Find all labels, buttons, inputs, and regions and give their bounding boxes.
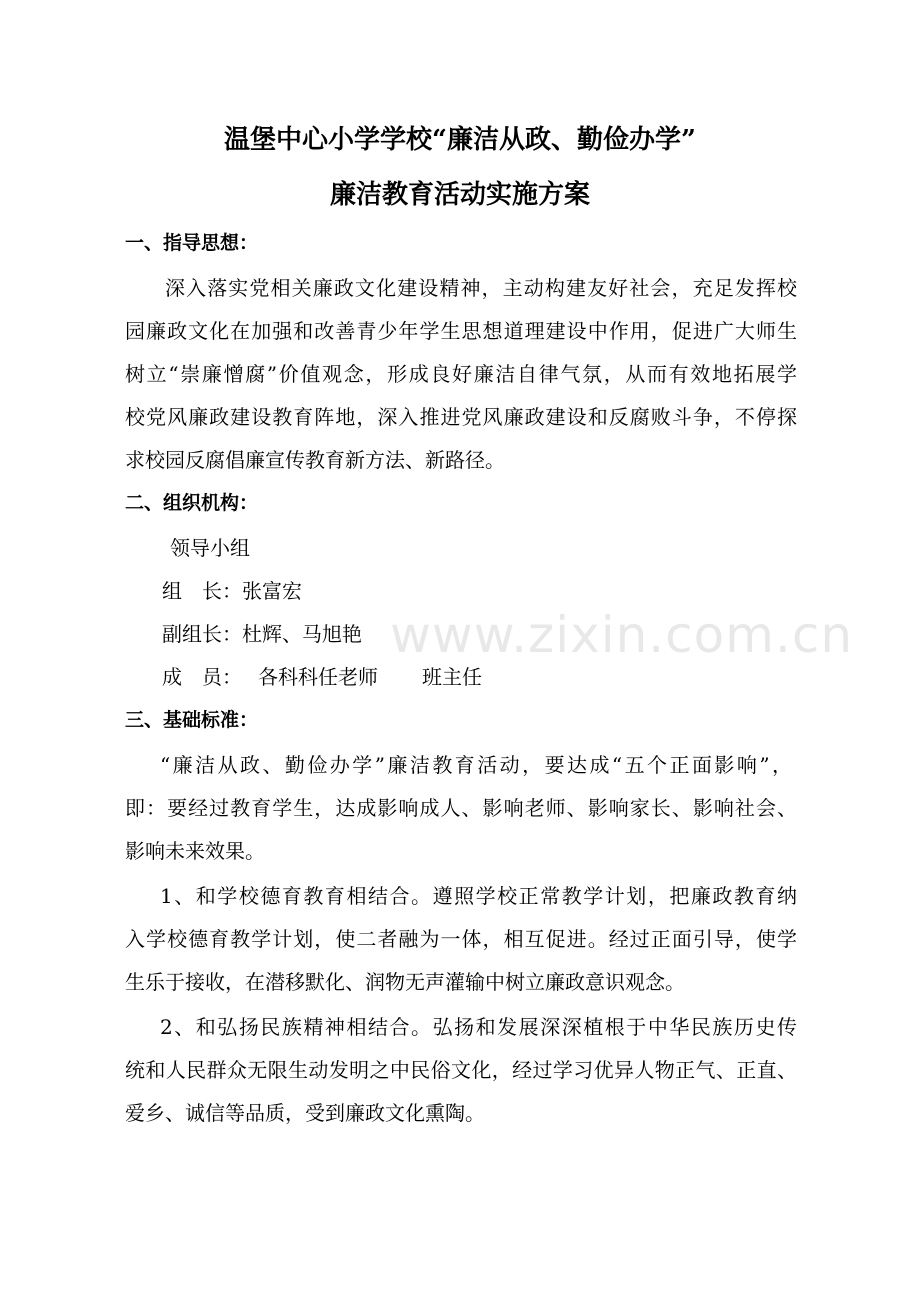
- paragraph-line: 2、和弘扬民族精神相结合。弘扬和发展深深植根于中华民族历史传: [160, 1015, 797, 1039]
- paragraph-line: 生乐于接收，在潜移默化、润物无声灌输中树立廉政意识观念。: [125, 970, 685, 994]
- org-group-label: 领导小组: [170, 536, 250, 560]
- paragraph-line: 即：要经过教育学生，达成影响成人、影响老师、影响家长、影响社会、: [125, 796, 797, 820]
- paragraph-line: 影响未来效果。: [125, 839, 265, 863]
- org-members-value: 各科科任老师: [258, 665, 378, 689]
- org-deputy-names: 杜辉、马旭艳: [242, 622, 362, 646]
- org-leader-row: [162, 578, 302, 604]
- section-heading-guiding-thought: 一、指导思想：: [125, 232, 259, 254]
- org-leader-name: 张富宏: [242, 579, 302, 603]
- paragraph-line: 求校园反腐倡廉宣传教育新方法、新路径。: [125, 448, 505, 472]
- paragraph-line: “廉洁从政、勤俭办学”廉洁教育活动，要达成“五个正面影响”，: [160, 753, 792, 777]
- paragraph-line: 深入落实党相关廉政文化建设精神，主动构建友好社会，充足发挥校: [165, 276, 797, 300]
- paragraph-line: 爱乡、诚信等品质，受到廉政文化熏陶。: [125, 1101, 485, 1125]
- org-members-value2: 班主任: [422, 665, 482, 689]
- org-deputy-row: [162, 621, 362, 647]
- org-members-label: 成 员：: [162, 665, 242, 689]
- paragraph-line: 校党风廉政建设教育阵地，深入推进党风廉政建设和反腐败斗争，不停探: [125, 405, 797, 429]
- document-title-line1: 温堡中心小学学校“廉洁从政、勤俭办学”: [224, 125, 696, 155]
- paragraph-line: 统和人民群众无限生动发明之中民俗文化，经过学习优异人物正气、正直、: [125, 1058, 797, 1082]
- paragraph-line: 入学校德育教学计划，使二者融为一体，相互促进。经过正面引导，使学: [125, 927, 797, 951]
- document-title-line2: 廉洁教育活动实施方案: [329, 180, 590, 210]
- section-heading-basic-standards: 三、基础标准：: [125, 709, 259, 731]
- paragraph-line: 园廉政文化在加强和改善青少年学生思想道理建设中作用，促进广大师生: [125, 319, 797, 343]
- org-members-row: [162, 664, 482, 690]
- watermark: www.zixin.com.cn: [390, 606, 854, 664]
- section-heading-organization: 二、组织机构：: [125, 492, 259, 514]
- paragraph-line: 1、和学校德育教育相结合。遵照学校正常教学计划，把廉政教育纳: [160, 884, 797, 908]
- org-deputy-label: 副组长：: [162, 622, 242, 646]
- paragraph-line: 树立“崇廉憎腐”价值观念，形成良好廉洁自律气氛，从而有效地拓展学: [125, 362, 797, 386]
- org-leader-label: 组 长：: [162, 579, 242, 603]
